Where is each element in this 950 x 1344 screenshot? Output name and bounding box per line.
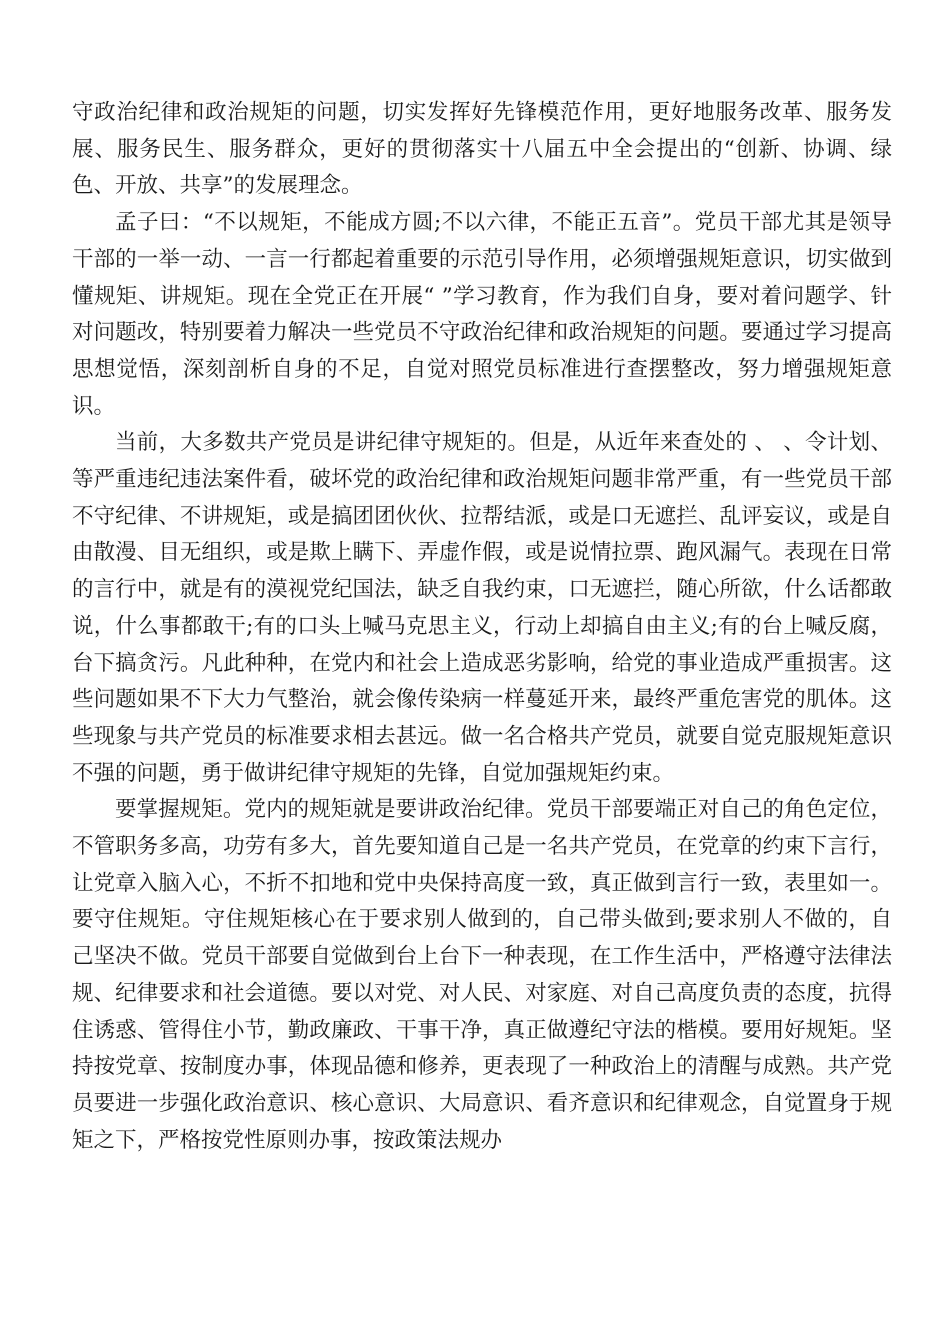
paragraph-continuation: 守政治纪律和政治规矩的问题，切实发挥好先锋模范作用，更好地服务改革、服务发展、服务民生、服务群众，更好的贯彻落实十八届五中全会提出的“创新、协调、绿色、开放、共享”的发展理念。 [72, 100, 892, 199]
paragraph-mencius-quote: 孟子曰：“不以规矩，不能成方圆;不以六律，不能正五音”。党员干部尤其是领导干部的一举一动、一言一行都起着重要的示范引导作用，必须增强规矩意识，切实做到懂规矩、讲规矩。现在全党正在开展“ ”学习教育，作为我们自身，要对着问题学、针对问题改，特别要着力解决一些党员不守政治纪律和政治规矩的问题。要通过学习提高思想觉悟，深刻剖析自身的不足，自觉对照党员标准进行查摆整改，努力增强规矩意识。 [72, 210, 892, 419]
paragraph-current-situation: 当前，大多数共产党员是讲纪律守规矩的。但是，从近年来查处的 、 、令计划、 等严重违纪违法案件看，破坏党的政治纪律和政治规矩问题非常严重，有一些党员干部不守纪律、不讲规矩，或是搞团团伙伙、拉帮结派，或是口无遮拦、乱评妄议，或是自由散漫、目无组织，或是欺上瞒下、弄虚作假，或是说情拉票、跑风漏气。表现在日常的言行中，就是有的漠视党纪国法，缺乏自我约束，口无遮拦，随心所欲，什么话都敢说，什么事都敢干;有的口头上喊马克思主义，行动上却搞自由主义;有的台上喊反腐，台下搞贪污。凡此种种，在党内和社会上造成恶劣影响，给党的事业造成严重损害。这些问题如果不下大力气整治，就会像传染病一样蔓延开来，最终严重危害党的肌体。这些现象与共产党员的标准要求相去甚远。做一名合格共产党员，就要自觉克服规矩意识不强的问题，勇于做讲纪律守规矩的先锋，自觉加强规矩约束。 [72, 430, 892, 786]
document-body [72, 95, 892, 1159]
paragraph-master-rules: 要掌握规矩。党内的规矩就是要讲政治纪律。党员干部要端正对自己的角色定位，不管职务多高，功劳有多大，首先要知道自己是一名共产党员，在党章的约束下言行，让党章入脑入心，不折不扣地和党中央保持高度一致，真正做到言行一致，表里如一。要守住规矩。守住规矩核心在于要求别人做到的，自己带头做到;要求别人不做的，自己坚决不做。党员干部要自觉做到台上台下一种表现，在工作生活中，严格遵守法律法规、纪律要求和社会道德。要以对党、对人民、对家庭、对自己高度负责的态度，抗得住诱惑、管得住小节，勤政廉政、干事干净，真正做遵纪守法的楷模。要用好规矩。坚持按党章、按制度办事，体现品德和修养，更表现了一种政治上的清醒与成熟。共产党员要进一步强化政治意识、核心意识、大局意识、看齐意识和纪律观念，自觉置身于规矩之下，严格按党性原则办事，按政策法规办 [72, 797, 892, 1153]
